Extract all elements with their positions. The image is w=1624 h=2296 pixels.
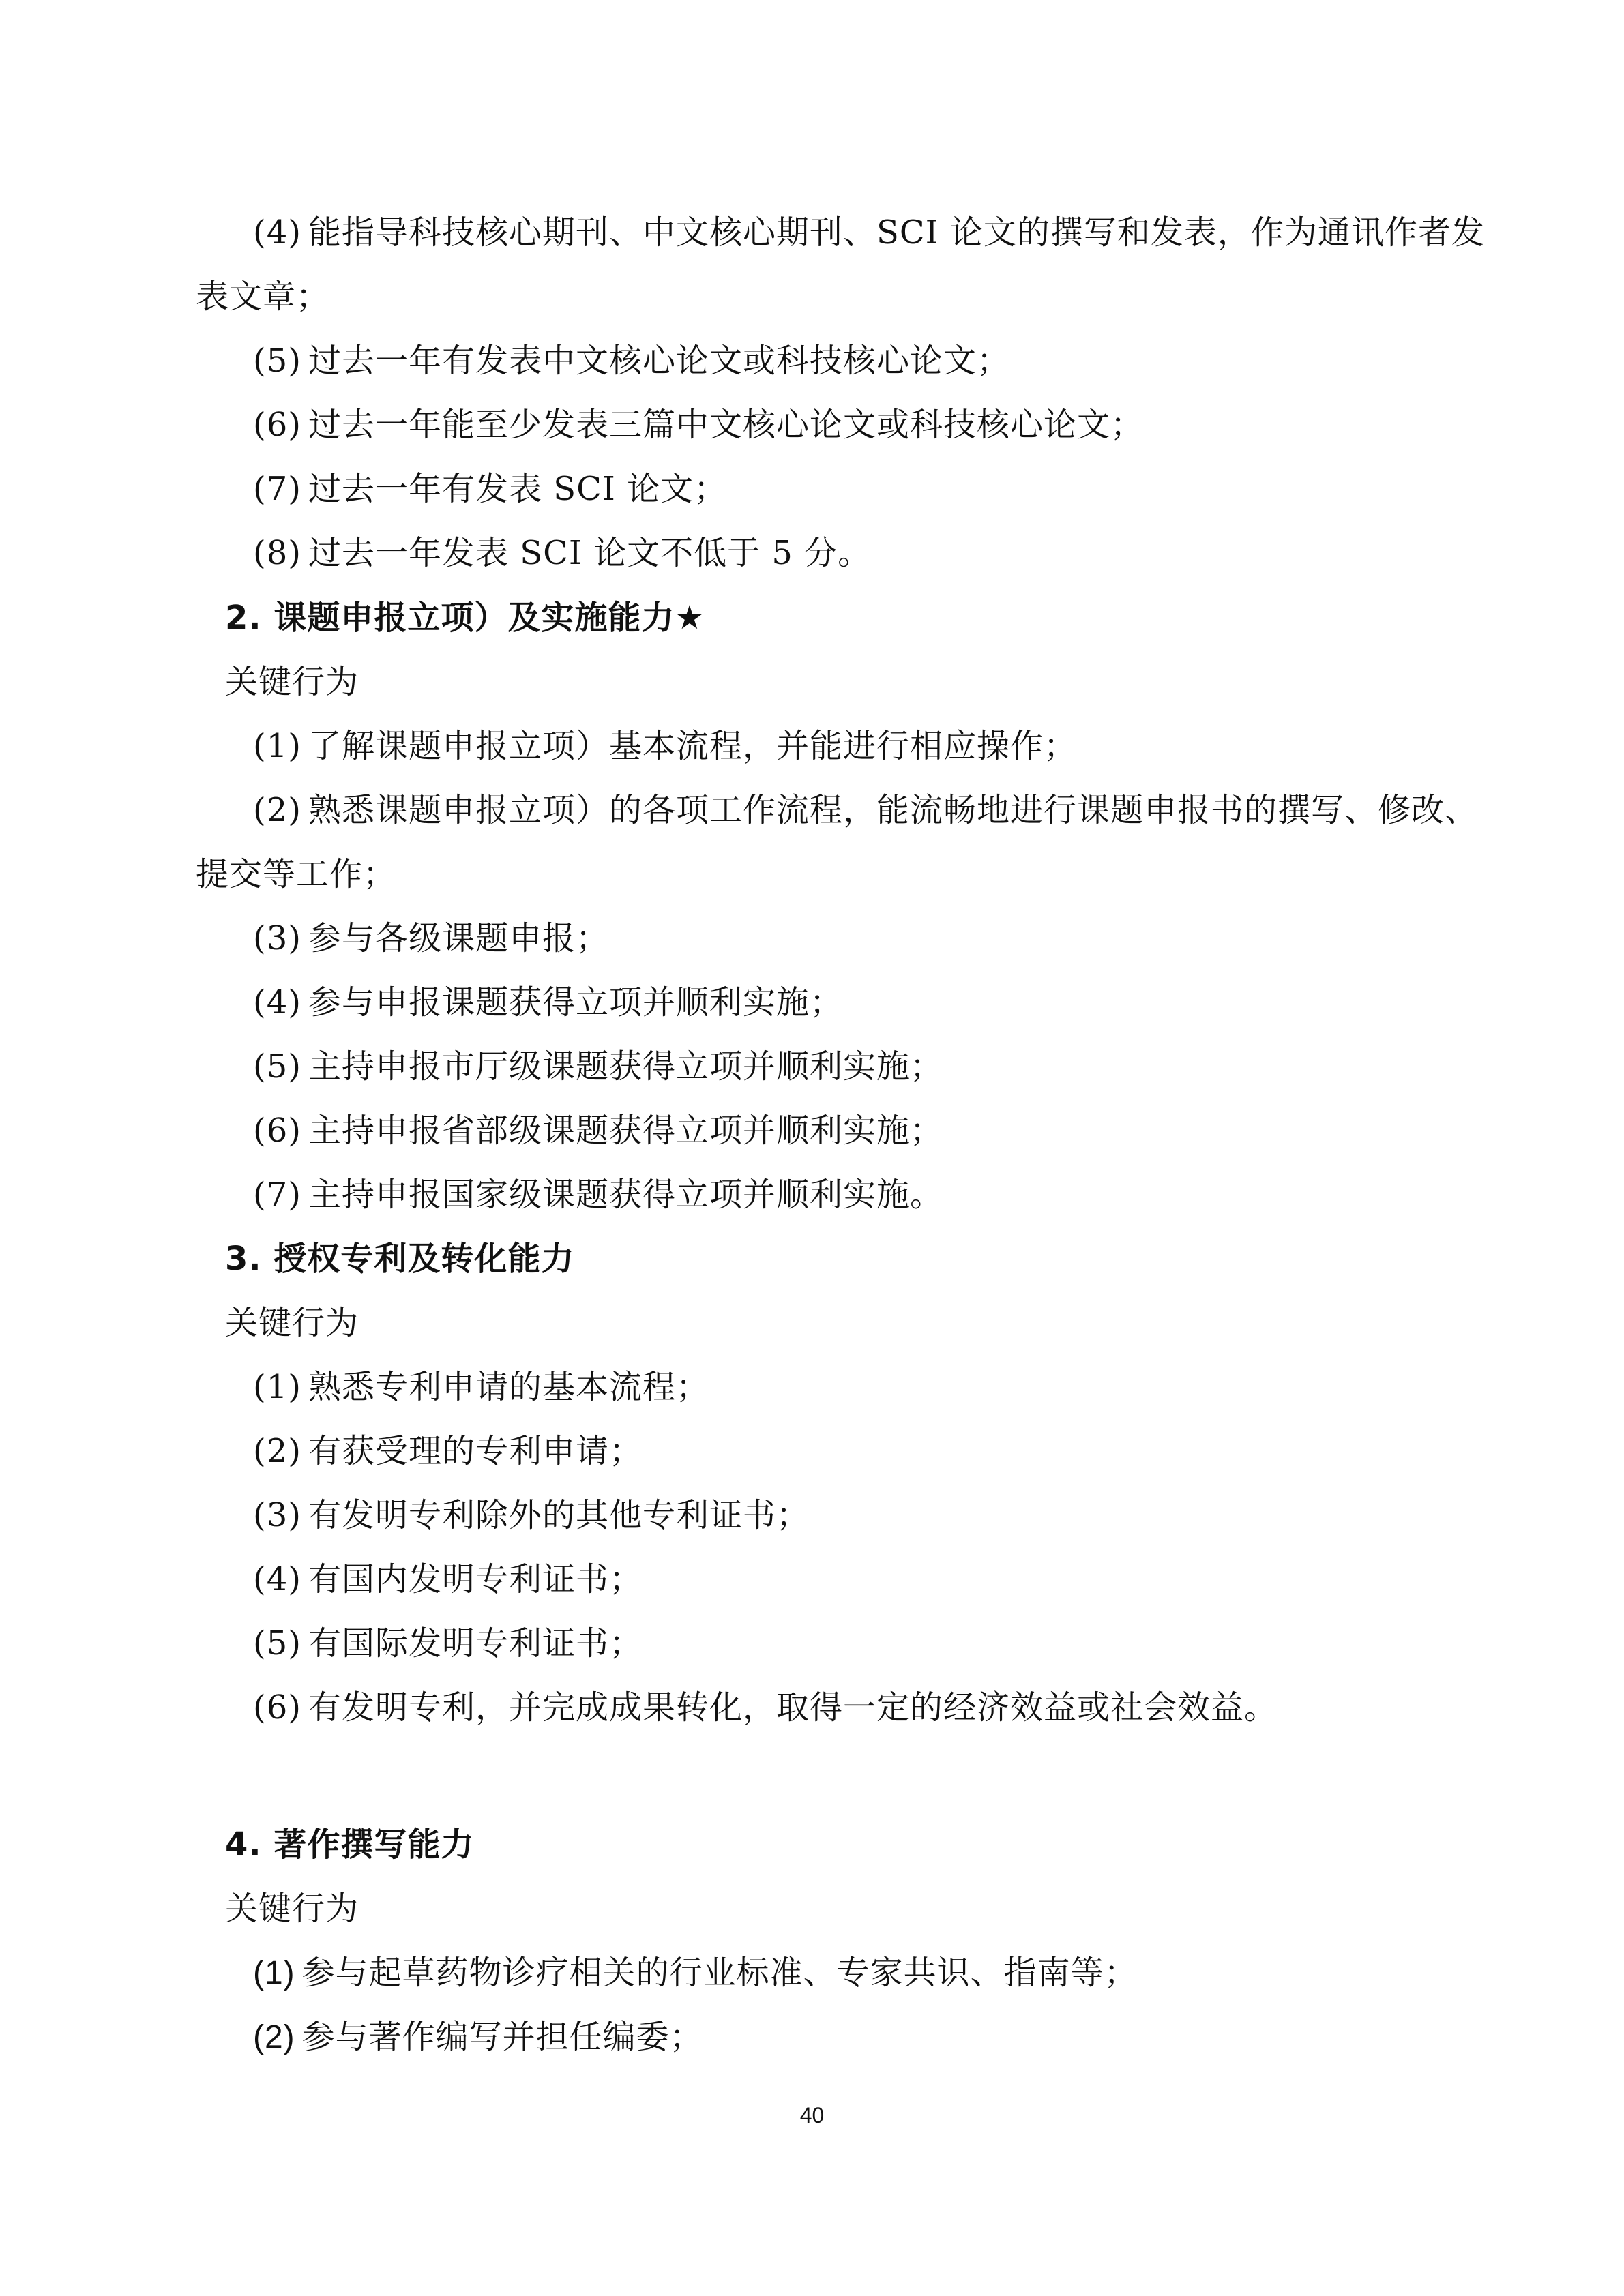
list-item [253, 533, 871, 573]
item-text: 参与申报课题获得立项并顺利实施； [308, 983, 844, 1022]
list-item [253, 212, 1485, 253]
item-text: 熟悉课题申报立项）的各项工作流程，能流畅地进行课题申报书的撰写、修改、 [308, 791, 1479, 829]
item-text: 过去一年有发表中文核心论文或科技核心论文； [308, 342, 1011, 380]
item-number: (5) [253, 342, 301, 380]
list-item [253, 1559, 643, 1600]
item-number: (6) [253, 1112, 301, 1150]
page-number: 40 [799, 2103, 825, 2128]
list-item [253, 918, 609, 959]
item-number: (1) [253, 1368, 301, 1406]
item-text: 熟悉专利申请的基本流程； [308, 1368, 710, 1406]
item-number: (4) [253, 983, 301, 1022]
item-text: 了解课题申报立项）基本流程，并能进行相应操作； [308, 727, 1078, 765]
item-text: 有发明专利除外的其他专利证书； [308, 1496, 810, 1534]
list-item [253, 1046, 943, 1087]
list-item [253, 404, 1144, 445]
item-text: 过去一年能至少发表三篇中文核心论文或科技核心论文； [308, 406, 1145, 444]
item-number: (5) [253, 1047, 301, 1086]
list-item [253, 1367, 709, 1407]
item-number: (4) [253, 1560, 301, 1598]
item-text: 过去一年发表 SCI 论文不低于 5 分。 [308, 534, 872, 572]
item-number: (8) [253, 534, 301, 572]
key-behavior-label: 关键行为 [225, 663, 359, 701]
item-text: 主持申报省部级课题获得立项并顺利实施； [308, 1112, 944, 1150]
item-text: 主持申报国家级课题获得立项并顺利实施。 [308, 1176, 944, 1214]
key-behavior-label: 关键行为 [225, 1304, 359, 1342]
item-number: (2) [253, 791, 301, 829]
list-item [253, 2016, 703, 2058]
item-text: 能指导科技核心期刊、中文核心期刊、SCI 论文的撰写和发表，作为通讯作者发 [308, 213, 1485, 252]
item-number: (4) [253, 213, 301, 252]
key-behavior-label: 关键行为 [225, 1890, 359, 1928]
item-text: 有发明专利，并完成成果转化，取得一定的经济效益或社会效益。 [308, 1688, 1278, 1727]
item-number: (6) [253, 1688, 301, 1727]
item-number: (3) [253, 1496, 301, 1534]
list-item [253, 1495, 810, 1536]
item-text: 有获受理的专利申请； [308, 1432, 643, 1470]
section-heading: 2. 课题申报立项）及实施能力★ [225, 599, 705, 637]
list-item [253, 1687, 1278, 1728]
item-number: (2) [253, 1432, 301, 1470]
item-number: (3) [253, 919, 301, 957]
section-heading: 3. 授权专利及转化能力 [225, 1240, 575, 1278]
item-number: (7) [253, 1176, 301, 1214]
item-text: 过去一年有发表 SCI 论文； [308, 470, 728, 508]
item-text: 参与著作编写并担任编委； [301, 2018, 703, 2056]
list-item [253, 1952, 1138, 1994]
item-text: 有国内发明专利证书； [308, 1560, 643, 1598]
list-item [253, 790, 1478, 831]
list-item [253, 726, 1077, 766]
list-item-continuation: 表文章； [196, 278, 330, 316]
list-item [253, 1174, 943, 1215]
list-item-continuation: 提交等工作； [196, 855, 397, 893]
list-item [253, 340, 1010, 381]
list-item [253, 468, 727, 509]
section-heading: 4. 著作撰写能力 [225, 1825, 475, 1864]
item-number: (6) [253, 406, 301, 444]
item-number: (1) [253, 1955, 295, 1991]
item-number: (1) [253, 727, 301, 765]
item-text: 主持申报市厅级课题获得立项并顺利实施； [308, 1047, 944, 1086]
list-item [253, 1623, 643, 1664]
item-number: (2) [253, 2019, 295, 2055]
list-item [253, 982, 843, 1023]
item-text: 有国际发明专利证书； [308, 1624, 643, 1663]
item-text: 参与各级课题申报； [308, 919, 610, 957]
item-text: 参与起草药物诊疗相关的行业标准、专家共识、指南等； [301, 1954, 1138, 1992]
list-item [253, 1431, 643, 1472]
item-number: (5) [253, 1624, 301, 1663]
list-item [253, 1110, 943, 1151]
item-number: (7) [253, 470, 301, 508]
